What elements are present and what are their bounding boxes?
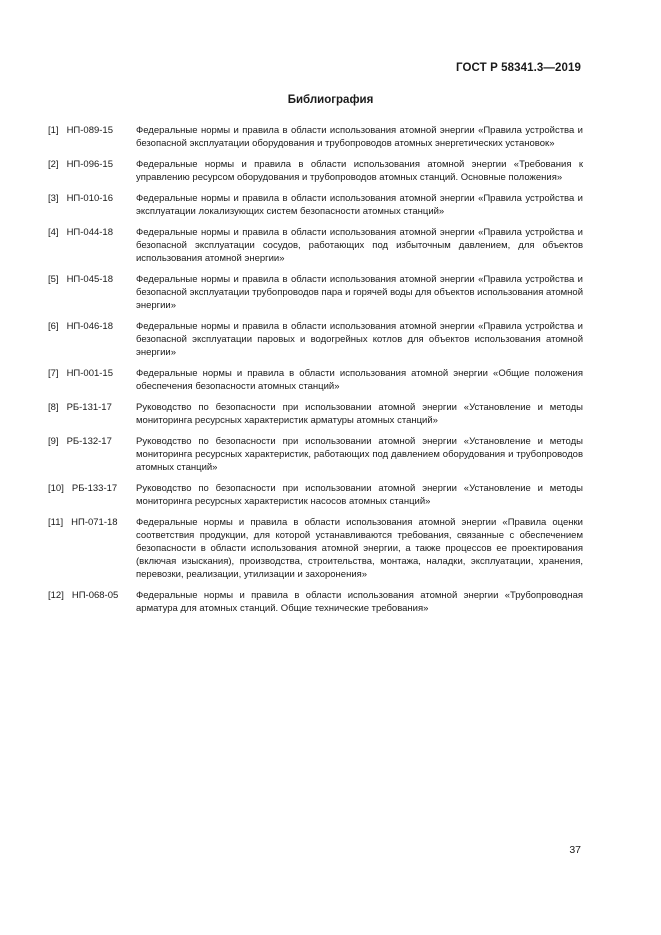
entry-code: НП-096-15 <box>66 159 113 170</box>
bibliography-entry <box>48 589 583 615</box>
entry-reference <box>48 124 136 150</box>
entry-code: РБ-131-17 <box>66 402 112 413</box>
entry-reference <box>48 482 136 508</box>
bibliography-entry <box>48 367 583 393</box>
entry-code: РБ-132-17 <box>66 436 112 447</box>
entry-number: [1] <box>48 125 59 136</box>
entry-reference <box>48 435 136 474</box>
bibliography-entry <box>48 516 583 581</box>
entry-reference <box>48 516 136 581</box>
entry-code: НП-071-18 <box>71 517 118 528</box>
entry-reference <box>48 226 136 265</box>
entry-code: НП-089-15 <box>66 125 113 136</box>
bibliography-entry <box>48 482 583 508</box>
standard-code: ГОСТ Р 58341.3—2019 <box>456 62 581 74</box>
entry-number: [10] <box>48 483 64 494</box>
entry-code: НП-068-05 <box>71 590 119 601</box>
entry-text: Руководство по безопасности при использовании атомной энергии «Установление и методы мониторинга ресурсных характеристик арматуры атомных станций» <box>136 402 583 426</box>
bibliography-entry <box>48 158 583 184</box>
bibliography-entry <box>48 273 583 312</box>
entry-number: [3] <box>48 193 59 204</box>
entry-code: НП-045-18 <box>66 274 113 285</box>
entry-text: Федеральные нормы и правила в области использования атомной энергии «Правила оценки соответствия продукции, для которой устанавливаются требования, связанные с обеспечением безопасности в области использования атомной энергии, а также процессов ее проектирования (включая изыскания), производства, строительства, монтажа, наладки, эксплуатации, хранения, перевозки, реализации, утилизации и захоронения» <box>136 517 583 580</box>
entry-reference <box>48 273 136 312</box>
entry-reference <box>48 589 136 615</box>
entry-reference <box>48 401 136 427</box>
entry-reference <box>48 192 136 218</box>
entry-reference <box>48 320 136 359</box>
entry-number: [12] <box>48 590 64 601</box>
entry-text: Руководство по безопасности при использовании атомной энергии «Установление и методы мониторинга ресурсных характеристик насосов атомных станций» <box>136 483 583 507</box>
bibliography-entry <box>48 124 583 150</box>
page-title: Библиография <box>287 94 374 106</box>
entry-text: Федеральные нормы и правила в области использования атомной энергии «Правила устройства и безопасной эксплуатации оборудования и трубопроводов атомных энергетических установок» <box>136 125 583 149</box>
bibliography-entry <box>48 435 583 474</box>
entry-reference <box>48 367 136 393</box>
entry-text: Федеральные нормы и правила в области использования атомной энергии «Общие положения обеспечения безопасности атомных станций» <box>136 368 583 392</box>
bibliography-entry <box>48 401 583 427</box>
entry-text: Федеральные нормы и правила в области использования атомной энергии «Правила устройства и эксплуатации локализующих систем безопасности атомных станций» <box>136 193 583 217</box>
entry-text: Руководство по безопасности при использовании атомной энергии «Установление и методы мониторинга ресурсных характеристик, работающих под давлением оборудования и трубопроводов атомных станций» <box>136 436 583 473</box>
entry-code: НП-046-18 <box>66 321 113 332</box>
entry-number: [5] <box>48 274 59 285</box>
entry-code: НП-044-18 <box>66 227 113 238</box>
bibliography-entry <box>48 226 583 265</box>
entry-text: Федеральные нормы и правила в области использования атомной энергии «Требования к управлению ресурсом оборудования и трубопроводов атомных станций. Основные положения» <box>136 159 583 183</box>
entry-number: [4] <box>48 227 59 238</box>
entry-code: НП-001-15 <box>66 368 113 379</box>
entry-code: НП-010-16 <box>66 193 113 204</box>
entry-code: РБ-133-17 <box>71 483 118 494</box>
bibliography-entry <box>48 192 583 218</box>
page-number: 37 <box>569 844 581 856</box>
entry-text: Федеральные нормы и правила в области использования атомной энергии «Трубопроводная арматура для атомных станций. Общие технические требования» <box>136 590 583 614</box>
bibliography-list <box>48 124 583 623</box>
entry-number: [6] <box>48 321 59 332</box>
entry-reference <box>48 158 136 184</box>
entry-text: Федеральные нормы и правила в области использования атомной энергии «Правила устройства и безопасной эксплуатации паровых и водогрейных котлов для объектов использования атомной энергии» <box>136 321 583 358</box>
entry-text: Федеральные нормы и правила в области использования атомной энергии «Правила устройства и безопасной эксплуатации трубопроводов пара и горячей воды для объектов использования атомной энергии» <box>136 274 583 311</box>
entry-number: [9] <box>48 436 59 447</box>
bibliography-entry <box>48 320 583 359</box>
entry-text: Федеральные нормы и правила в области использования атомной энергии «Правила устройства и безопасной эксплуатации сосудов, работающих под избыточным давлением, для объектов использования атомной энергии» <box>136 227 583 264</box>
entry-number: [2] <box>48 159 59 170</box>
entry-number: [7] <box>48 368 59 379</box>
entry-number: [8] <box>48 402 59 413</box>
entry-number: [11] <box>48 517 64 528</box>
